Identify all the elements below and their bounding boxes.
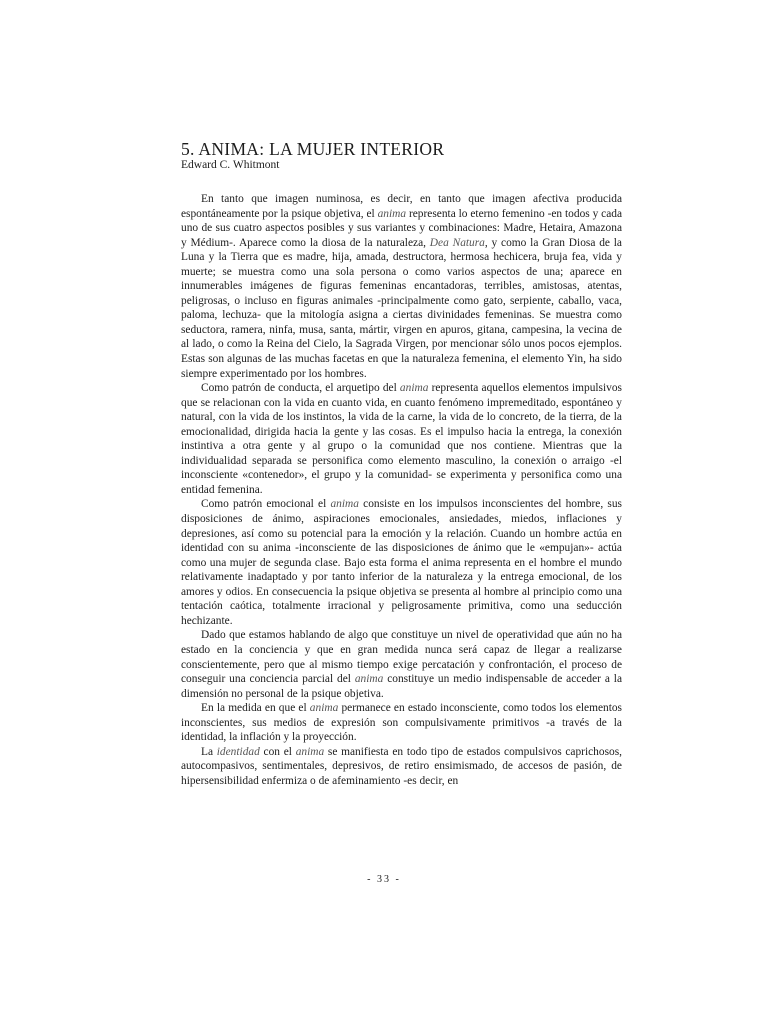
text-segment: , y como la Gran Diosa de la Luna y la Tierra que es madre, hija, amada, destructora, hermosa hechicera, bruja fea, vida y muerte; se muestra como una sola persona o como varios aspectos de una; aparece en innumerables imágenes de figuras femeninas encantadoras, terribles, amistosas, atentas, peligrosas, o incluso en figuras animales -principalmente como gato, serpiente, caballo, vaca, paloma, lechuza- que la mitología asigna a ciertas divinidades femeninas. Se muestra como seductora, ramera, ninfa, musa, santa, mártir, virgen en apuros, gitana, campesina, la vecina de al lado, o como la Reina del Cielo, la Sagrada Virgen, por mencionar sólo unos pocos ejemplos. Estas son algunas de las muchas facetas en que la naturaleza femenina, el elemento Yin, ha sido siempre experimentado por los hombres. bbox=[181, 236, 622, 380]
text-segment: Como patrón de conducta, el arquetipo del bbox=[201, 382, 400, 395]
text-segment: se manifiesta en todo tipo de estados compulsivos caprichosos, autocompasivos, sentimentales, depresivos, de retiro ensimismado, de accesos de pasión, de hipersensibilidad enfermiza o de afeminamiento -es decir, en bbox=[181, 745, 622, 787]
text-segment: Dado que estamos hablando de algo que constituye un nivel de operatividad que aún no ha estado en la conciencia y que en gran medida nunca será capaz de llegar a realizarse conscientemente, pero que al mismo tiempo exige percatación y confrontación, el proceso de conseguir una conciencia parcial del bbox=[181, 629, 622, 686]
paragraph bbox=[181, 497, 622, 628]
text-segment: constituye un medio indispensable de acceder a la dimensión no personal de la psique objetiva. bbox=[181, 673, 622, 700]
italic-term: identidad bbox=[216, 745, 260, 758]
text-segment: permanece en estado inconsciente, como todos los elementos inconscientes, sus medios de expresión son compulsivamente primitivos -a través de la identidad, la inflación y la proyección. bbox=[181, 702, 622, 744]
page-number: - 33 - bbox=[367, 874, 401, 885]
italic-term: anima bbox=[354, 673, 384, 686]
paragraph bbox=[181, 192, 622, 381]
text-segment: La bbox=[201, 745, 217, 758]
paragraph bbox=[181, 745, 622, 789]
italic-term: Dea Natura bbox=[429, 236, 485, 249]
text-segment: representa aquellos elementos impulsivos que se relacionan con la vida en cuanto vida, en cuanto fenómeno impremeditado, espontáneo y natural, con la vida de los instintos, la vida de la carne, la vida de lo concreto, de la tierra, de la emocionalidad, dirigida hacia la gente y las cosas. Es el impulso hacia la entrega, la conexión instintiva a otra gente y al grupo o la comunidad que nos contiene. Mientras que la individualidad separada se personifica como elemento masculino, la conexión o arraigo -el inconsciente «contenedor», el grupo y la comunidad- se experimenta y personifica como una entidad femenina. bbox=[181, 382, 622, 496]
paragraph bbox=[181, 628, 622, 701]
document-page bbox=[181, 140, 622, 788]
author-name: Edward C. Whitmont bbox=[181, 159, 280, 171]
text-segment: representa lo eterno femenino -en todos y cada uno de sus cuatro aspectos posibles y sus variantes y combinaciones: Madre, Hetaira, Amazona y Médium-. Aparece como la diosa de la naturaleza, bbox=[181, 207, 623, 249]
body-text bbox=[181, 192, 622, 788]
italic-term: anima bbox=[309, 702, 339, 715]
paragraph bbox=[181, 381, 622, 497]
text-segment: En la medida en que el bbox=[201, 702, 310, 715]
italic-term: anima bbox=[295, 745, 325, 758]
italic-term: anima bbox=[399, 382, 429, 395]
italic-term: anima bbox=[330, 498, 359, 511]
italic-term: anima bbox=[377, 207, 407, 220]
chapter-title: 5. ANIMA: LA MUJER INTERIOR bbox=[181, 139, 445, 159]
text-segment: consiste en los impulsos inconscientes del hombre, sus disposiciones de ánimo, aspiraciones emocionales, ansiedades, miedos, inflaciones y depresiones, así como su potencial para la emoción y la relación. Cuando un hombre actúa en identidad con su anima -inconsciente de las disposiciones de ánimo que le «empujan»- actúa como una mujer de segunda clase. Bajo esta forma el anima representa en el hombre el mundo relativamente inadaptado y por tanto inferior de la naturaleza y la entrega emocional, de los amores y odios. En consecuencia la psique objetiva se presenta al hombre al principio como una tentación caótica, totalmente irracional y peligrosamente primitiva, como una seducción hechizante. bbox=[181, 498, 622, 627]
text-segment: Como patrón emocional el bbox=[201, 498, 331, 511]
paragraph bbox=[181, 701, 622, 745]
text-segment: En tanto que imagen numinosa, es decir, en tanto que imagen afectiva producida espontáneamente por la psique objetiva, el bbox=[181, 193, 622, 220]
text-segment: con el bbox=[259, 745, 296, 758]
